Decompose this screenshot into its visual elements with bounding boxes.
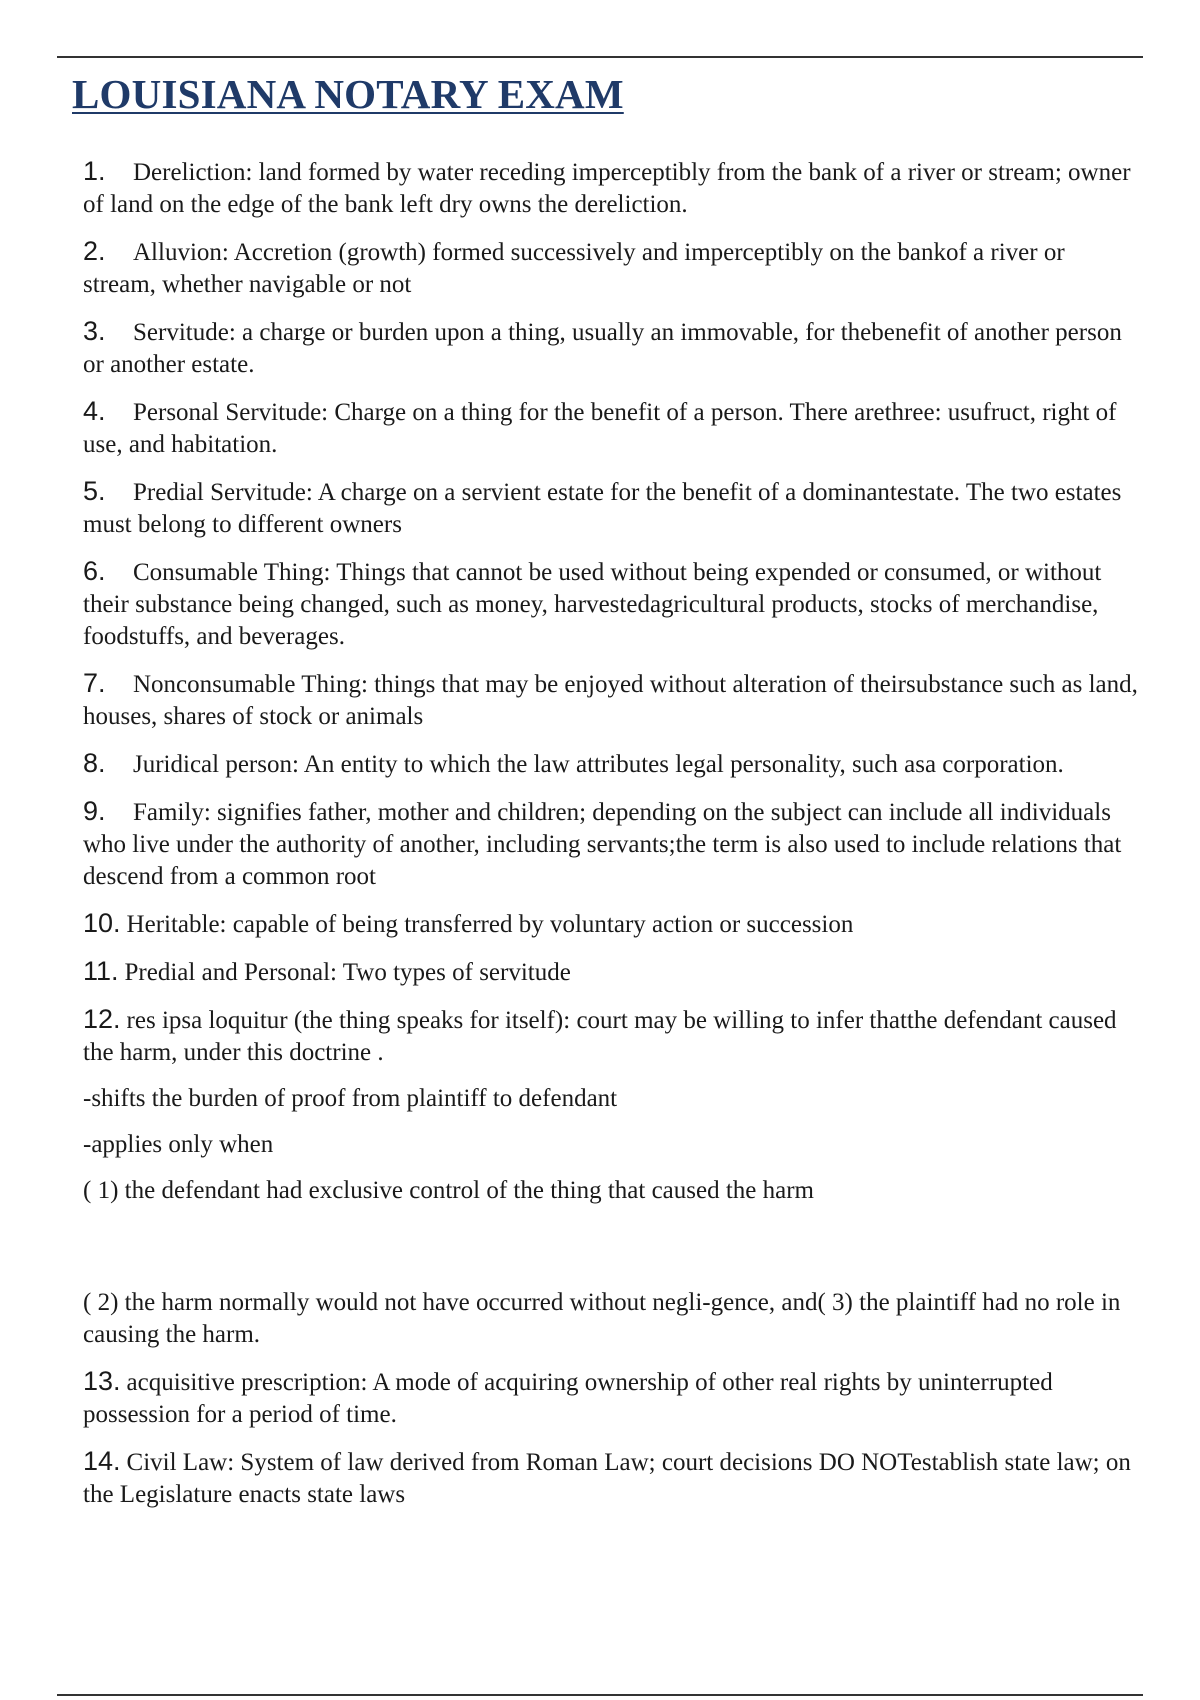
- item-number: 4.: [83, 396, 106, 426]
- list-item: [83, 235, 1143, 301]
- item12-note-applies: -applies only when: [83, 1131, 274, 1158]
- item-number: 13.: [83, 1366, 121, 1396]
- item12-note-conditions-2-3: ( 2) the harm normally would not have occurred without negli-gence, and( 3) the plaintiff had no role in causing the harm.: [83, 1289, 1121, 1348]
- list-item: [83, 795, 1143, 893]
- item-number: 12.: [83, 1004, 121, 1034]
- top-rule: [57, 56, 1143, 58]
- item-text: Predial and Personal: Two types of servitude: [124, 959, 571, 986]
- list-item: [83, 747, 1143, 781]
- list-item: [83, 1445, 1143, 1511]
- document-body: [83, 155, 1143, 1525]
- item-text: acquisitive prescription: A mode of acquiring ownership of other real rights by uninterrupted possession for a period of time.: [83, 1369, 1053, 1428]
- blank-gap: [83, 1221, 1143, 1287]
- item-text: Juridical person: An entity to which the law attributes legal personality, such asa corporation.: [133, 751, 1064, 778]
- item-text: res ipsa loquitur (the thing speaks for itself): court may be willing to infer thatthe defendant caused the harm, under this doctrine .: [83, 1007, 1117, 1066]
- document-title: LOUISIANA NOTARY EXAM: [72, 71, 624, 117]
- list-item: [83, 475, 1143, 541]
- item-number: 2.: [83, 236, 106, 266]
- item-text: Family: signifies father, mother and children; depending on the subject can include all individuals who live under the authority of another, including servants;the term is also used to include relations that descend from a common root: [83, 799, 1122, 890]
- item-number: 9.: [83, 796, 106, 826]
- item-number: 1.: [83, 156, 106, 186]
- item-text: Predial Servitude: A charge on a servient estate for the benefit of a dominantestate. The two estates must belong to different owners: [83, 479, 1122, 538]
- item-number: 6.: [83, 556, 106, 586]
- item12-note-condition-1: ( 1) the defendant had exclusive control of the thing that caused the harm: [83, 1177, 814, 1204]
- list-item: [83, 1003, 1143, 1069]
- list-item: [83, 955, 1143, 989]
- item-text: Servitude: a charge or burden upon a thing, usually an immovable, for thebenefit of another person or another estate.: [83, 319, 1122, 378]
- item-text: Heritable: capable of being transferred by voluntary action or succession: [126, 911, 854, 938]
- item-text: Civil Law: System of law derived from Roman Law; court decisions DO NOTestablish state law; on the Legislature enacts state laws: [83, 1449, 1131, 1508]
- item-number: 5.: [83, 476, 106, 506]
- list-item: [83, 667, 1143, 733]
- list-item: [83, 395, 1143, 461]
- item-text: Dereliction: land formed by water receding imperceptibly from the bank of a river or stream; owner of land on the edge of the bank left dry owns the dereliction.: [83, 159, 1131, 218]
- list-item: [83, 315, 1143, 381]
- item-number: 7.: [83, 668, 106, 698]
- item-text: Alluvion: Accretion (growth) formed successively and imperceptibly on the bankof a river or stream, whether navigable or not: [83, 239, 1065, 298]
- item-number: 11.: [83, 956, 119, 986]
- item12-note-burden: -shifts the burden of proof from plaintiff to defendant: [83, 1085, 618, 1112]
- item-number: 14.: [83, 1446, 121, 1476]
- item-number: 8.: [83, 748, 106, 778]
- item-text: Nonconsumable Thing: things that may be enjoyed without alteration of theirsubstance such as land, houses, shares of stock or animals: [83, 671, 1138, 730]
- item-number: 10.: [83, 908, 121, 938]
- list-item: [83, 555, 1143, 653]
- bottom-rule: [57, 1694, 1143, 1696]
- item-text: Personal Servitude: Charge on a thing for the benefit of a person. There arethree: usufruct, right of use, and habitation.: [83, 399, 1117, 458]
- item-number: 3.: [83, 316, 106, 346]
- list-item: [83, 907, 1143, 941]
- list-item: [83, 1365, 1143, 1431]
- list-item: [83, 155, 1143, 221]
- item-text: Consumable Thing: Things that cannot be used without being expended or consumed, or without their substance being changed, such as money, harvestedagricultural products, stocks of merchandise, foodstuffs, and beverages.: [83, 559, 1102, 650]
